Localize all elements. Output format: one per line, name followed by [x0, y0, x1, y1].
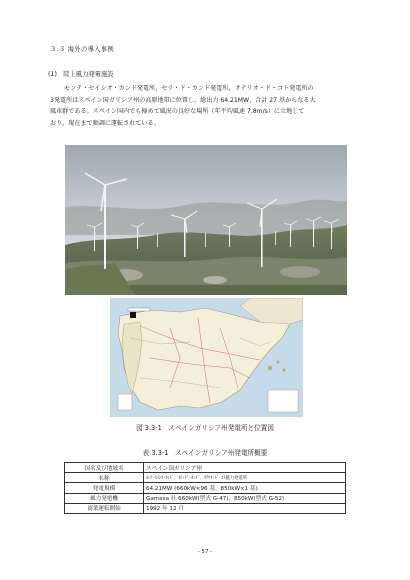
location-map-spain: [110, 298, 303, 417]
table-row: [65, 463, 346, 473]
wind-farm-photo: [65, 145, 347, 295]
body-paragraph: [50, 83, 355, 129]
table-row-label: 名称: [65, 473, 144, 483]
paragraph-line: 風車群である。スペイン国内でも極めて風況の良好な場所（年平均風速 7.8m/s）に立地して: [50, 108, 305, 116]
table-caption: 表 3.3-1 スペインガリシア州発電所概要: [142, 449, 268, 457]
figure-caption: 図 3.3-1 スペインガリシア州発電所と位置図: [136, 424, 274, 432]
table-row-value: ﾓﾝﾃ･ｾｲｼｵ･ｶﾝﾄﾞ、ｾﾗ･ﾄﾞ･ｶﾝﾄﾞ、ｵﾃﾘｵ･ﾄﾞ･ｺﾄ風力発電所: [144, 473, 346, 483]
table-row: [65, 483, 346, 493]
plant-overview-table: [64, 462, 346, 514]
table-row: [65, 503, 346, 513]
page-number: - 57 -: [197, 549, 213, 555]
sub-heading: (1) 陸上風力発電施設: [48, 71, 114, 78]
table-row-value: スペイン国ガリシア州: [144, 463, 346, 473]
paragraph-line: モンテ・セイシオ・カンド発電所、セラ・ド・カンド発電所、オテリオ・ド・コト発電所の: [64, 85, 314, 92]
table-row: [65, 473, 346, 483]
paragraph-line: 3発電所はスペイン国ガリシア州の高原地帯に位置し、総出力 64.21MW、合計 27 基からなる大: [50, 96, 316, 104]
table-row-label: 発電規模: [65, 483, 144, 493]
paragraph-line: おり、現在まで順調に運転されている。: [50, 119, 160, 127]
section-heading: ３.３ 海外の導入事例: [50, 46, 114, 53]
table-row: [65, 493, 346, 503]
table-row-value: Gamesa 社 660kW(型式 G-47)、850kW(型式 G-52): [144, 493, 346, 503]
table-row-label: 商業運転開始: [65, 503, 144, 513]
table-row-label: 風力発電機: [65, 493, 144, 503]
table-row-value: 64.21MW (660kW×96 基、850kW×1 基): [144, 483, 346, 493]
table-row-value: 1992 年 12 月: [144, 503, 346, 513]
table-row-label: 国名及び地域名: [65, 463, 144, 473]
